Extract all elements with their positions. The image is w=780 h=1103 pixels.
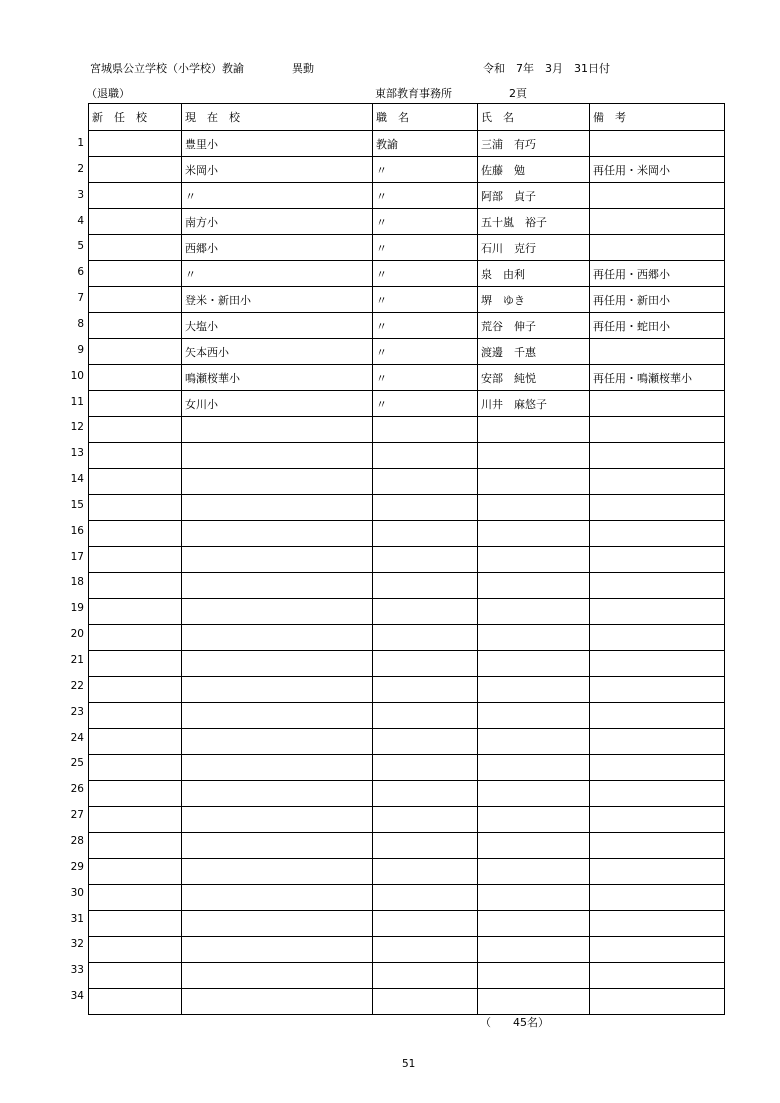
new-school-cell bbox=[89, 937, 182, 963]
current-school-cell bbox=[182, 677, 373, 703]
name-cell bbox=[478, 651, 590, 677]
current-school-cell bbox=[182, 417, 373, 443]
name-cell: 安部 純悦 bbox=[478, 365, 590, 391]
job-title-cell: 〃 bbox=[373, 157, 478, 183]
current-school-cell: 矢本西小 bbox=[182, 339, 373, 365]
job-title-cell bbox=[373, 469, 478, 495]
table-row bbox=[89, 963, 725, 989]
table-row bbox=[89, 703, 725, 729]
remarks-cell bbox=[590, 963, 725, 989]
new-school-cell bbox=[89, 963, 182, 989]
table-row bbox=[89, 131, 725, 157]
remarks-cell bbox=[590, 989, 725, 1015]
table-row bbox=[89, 729, 725, 755]
remarks-cell bbox=[590, 833, 725, 859]
new-school-cell bbox=[89, 495, 182, 521]
name-cell bbox=[478, 755, 590, 781]
job-title-cell: 〃 bbox=[373, 261, 478, 287]
row-number: 31 bbox=[70, 912, 84, 925]
row-number: 11 bbox=[70, 395, 84, 408]
table-row bbox=[89, 859, 725, 885]
job-title-cell bbox=[373, 859, 478, 885]
name-cell bbox=[478, 573, 590, 599]
table-body bbox=[89, 131, 725, 1015]
remarks-cell bbox=[590, 937, 725, 963]
table-row bbox=[89, 807, 725, 833]
name-cell bbox=[478, 547, 590, 573]
remarks-cell bbox=[590, 183, 725, 209]
page-number: 51 bbox=[402, 1058, 416, 1070]
job-title-cell bbox=[373, 703, 478, 729]
table-row bbox=[89, 391, 725, 417]
job-title-cell bbox=[373, 677, 478, 703]
job-title-cell bbox=[373, 911, 478, 937]
table-row bbox=[89, 417, 725, 443]
remarks-cell bbox=[590, 235, 725, 261]
job-title-cell: 〃 bbox=[373, 183, 478, 209]
name-cell bbox=[478, 521, 590, 547]
name-cell: 石川 克行 bbox=[478, 235, 590, 261]
new-school-cell bbox=[89, 469, 182, 495]
table-row bbox=[89, 339, 725, 365]
table-row bbox=[89, 833, 725, 859]
remarks-cell: 再任用・西郷小 bbox=[590, 261, 725, 287]
remarks-cell bbox=[590, 885, 725, 911]
name-cell bbox=[478, 807, 590, 833]
remarks-cell: 再任用・鳴瀬桜華小 bbox=[590, 365, 725, 391]
current-school-cell bbox=[182, 521, 373, 547]
remarks-cell bbox=[590, 859, 725, 885]
job-title-cell bbox=[373, 625, 478, 651]
job-title-cell: 〃 bbox=[373, 313, 478, 339]
row-number: 24 bbox=[70, 731, 84, 744]
remarks-cell bbox=[590, 209, 725, 235]
row-number: 23 bbox=[70, 705, 84, 718]
document-type: 異動 bbox=[292, 62, 314, 75]
job-title-cell: 〃 bbox=[373, 391, 478, 417]
new-school-cell bbox=[89, 885, 182, 911]
job-title-cell bbox=[373, 963, 478, 989]
remarks-cell bbox=[590, 469, 725, 495]
job-title-cell bbox=[373, 495, 478, 521]
new-school-cell bbox=[89, 911, 182, 937]
table-row bbox=[89, 521, 725, 547]
table-header-row bbox=[89, 104, 725, 131]
new-school-cell bbox=[89, 651, 182, 677]
row-number: 22 bbox=[70, 679, 84, 692]
row-number: 16 bbox=[70, 524, 84, 537]
table-row bbox=[89, 469, 725, 495]
row-number: 9 bbox=[77, 343, 84, 356]
new-school-cell bbox=[89, 625, 182, 651]
new-school-cell bbox=[89, 261, 182, 287]
new-school-cell bbox=[89, 755, 182, 781]
job-title-cell: 教諭 bbox=[373, 131, 478, 157]
remarks-cell bbox=[590, 547, 725, 573]
name-cell: 渡邊 千惠 bbox=[478, 339, 590, 365]
table-row bbox=[89, 651, 725, 677]
name-cell bbox=[478, 677, 590, 703]
remarks-cell bbox=[590, 339, 725, 365]
row-number: 10 bbox=[70, 369, 84, 382]
row-number: 21 bbox=[70, 654, 84, 666]
current-school-cell: 南方小 bbox=[182, 209, 373, 235]
current-school-cell bbox=[182, 573, 373, 599]
current-school-cell bbox=[182, 807, 373, 833]
new-school-cell bbox=[89, 365, 182, 391]
new-school-cell bbox=[89, 391, 182, 417]
current-school-cell bbox=[182, 989, 373, 1015]
new-school-cell bbox=[89, 157, 182, 183]
name-cell: 三浦 有巧 bbox=[478, 131, 590, 157]
remarks-cell bbox=[590, 677, 725, 703]
new-school-cell bbox=[89, 131, 182, 157]
table-row bbox=[89, 781, 725, 807]
new-school-cell bbox=[89, 209, 182, 235]
name-cell: 佐藤 勉 bbox=[478, 157, 590, 183]
new-school-cell bbox=[89, 573, 182, 599]
new-school-cell bbox=[89, 729, 182, 755]
row-number: 27 bbox=[70, 809, 84, 822]
name-cell bbox=[478, 729, 590, 755]
current-school-cell bbox=[182, 833, 373, 859]
name-cell bbox=[478, 469, 590, 495]
current-school-cell bbox=[182, 729, 373, 755]
table-row bbox=[89, 495, 725, 521]
remarks-cell bbox=[590, 391, 725, 417]
job-title-cell bbox=[373, 547, 478, 573]
name-cell bbox=[478, 443, 590, 469]
job-title-cell bbox=[373, 989, 478, 1015]
total-count: （ 45名） bbox=[480, 1016, 549, 1029]
job-title-cell: 〃 bbox=[373, 209, 478, 235]
name-cell: 五十嵐 裕子 bbox=[478, 209, 590, 235]
job-title-cell: 〃 bbox=[373, 365, 478, 391]
row-number: 5 bbox=[77, 240, 84, 253]
remarks-cell bbox=[590, 703, 725, 729]
job-title-cell bbox=[373, 599, 478, 625]
job-title-cell bbox=[373, 781, 478, 807]
header-current-school: 現 在 校 bbox=[182, 104, 373, 131]
current-school-cell: 鳴瀬桜華小 bbox=[182, 365, 373, 391]
name-cell bbox=[478, 937, 590, 963]
job-title-cell bbox=[373, 521, 478, 547]
remarks-cell: 再任用・米岡小 bbox=[590, 157, 725, 183]
new-school-cell bbox=[89, 287, 182, 313]
roster-table bbox=[88, 103, 725, 1015]
new-school-cell bbox=[89, 313, 182, 339]
name-cell bbox=[478, 417, 590, 443]
row-number: 4 bbox=[77, 214, 84, 227]
row-number: 7 bbox=[77, 292, 84, 305]
name-cell: 川井 麻悠子 bbox=[478, 391, 590, 417]
current-school-cell bbox=[182, 625, 373, 651]
new-school-cell bbox=[89, 599, 182, 625]
row-number: 15 bbox=[70, 498, 84, 511]
job-title-cell bbox=[373, 417, 478, 443]
current-school-cell: 〃 bbox=[182, 183, 373, 209]
table-row bbox=[89, 443, 725, 469]
remarks-cell: 再任用・蛇田小 bbox=[590, 313, 725, 339]
new-school-cell bbox=[89, 521, 182, 547]
current-school-cell bbox=[182, 911, 373, 937]
remarks-cell bbox=[590, 599, 725, 625]
new-school-cell bbox=[89, 859, 182, 885]
row-number: 29 bbox=[70, 860, 84, 873]
row-number: 20 bbox=[70, 628, 84, 641]
name-cell bbox=[478, 599, 590, 625]
current-school-cell: 豊里小 bbox=[182, 131, 373, 157]
remarks-cell bbox=[590, 807, 725, 833]
new-school-cell bbox=[89, 807, 182, 833]
remarks-cell bbox=[590, 755, 725, 781]
new-school-cell bbox=[89, 703, 182, 729]
row-number: 3 bbox=[77, 188, 84, 201]
current-school-cell bbox=[182, 651, 373, 677]
row-number: 6 bbox=[77, 266, 84, 279]
remarks-cell bbox=[590, 443, 725, 469]
current-school-cell bbox=[182, 885, 373, 911]
table-row bbox=[89, 287, 725, 313]
new-school-cell bbox=[89, 781, 182, 807]
row-number: 8 bbox=[77, 317, 84, 330]
name-cell: 泉 由利 bbox=[478, 261, 590, 287]
current-school-cell: 女川小 bbox=[182, 391, 373, 417]
remarks-cell: 再任用・新田小 bbox=[590, 287, 725, 313]
table-row bbox=[89, 911, 725, 937]
job-title-cell bbox=[373, 807, 478, 833]
name-cell: 堺 ゆき bbox=[478, 287, 590, 313]
document-title: 宮城県公立学校（小学校）教諭 bbox=[90, 62, 244, 75]
current-school-cell bbox=[182, 469, 373, 495]
current-school-cell bbox=[182, 859, 373, 885]
current-school-cell: 米岡小 bbox=[182, 157, 373, 183]
new-school-cell bbox=[89, 677, 182, 703]
name-cell bbox=[478, 989, 590, 1015]
table-row bbox=[89, 547, 725, 573]
row-number: 2 bbox=[77, 162, 84, 175]
table-row bbox=[89, 313, 725, 339]
new-school-cell bbox=[89, 833, 182, 859]
job-title-cell: 〃 bbox=[373, 235, 478, 261]
new-school-cell bbox=[89, 547, 182, 573]
table-row bbox=[89, 937, 725, 963]
remarks-cell bbox=[590, 495, 725, 521]
name-cell bbox=[478, 963, 590, 989]
remarks-cell bbox=[590, 417, 725, 443]
current-school-cell bbox=[182, 963, 373, 989]
category-label: （退職） bbox=[86, 87, 130, 100]
name-cell bbox=[478, 495, 590, 521]
current-school-cell: 〃 bbox=[182, 261, 373, 287]
job-title-cell bbox=[373, 885, 478, 911]
job-title-cell bbox=[373, 573, 478, 599]
row-number: 1 bbox=[77, 137, 84, 149]
row-number: 30 bbox=[70, 886, 84, 899]
row-number: 28 bbox=[70, 834, 84, 847]
current-school-cell bbox=[182, 755, 373, 781]
row-number: 13 bbox=[70, 447, 84, 460]
table-row bbox=[89, 365, 725, 391]
effective-date: 令和 7年 3月 31日付 bbox=[483, 62, 610, 75]
remarks-cell bbox=[590, 521, 725, 547]
job-title-cell bbox=[373, 755, 478, 781]
current-school-cell: 大塩小 bbox=[182, 313, 373, 339]
new-school-cell bbox=[89, 339, 182, 365]
row-number: 32 bbox=[70, 938, 84, 951]
table-row bbox=[89, 755, 725, 781]
job-title-cell bbox=[373, 443, 478, 469]
header-new-school: 新 任 校 bbox=[89, 104, 182, 131]
new-school-cell bbox=[89, 443, 182, 469]
remarks-cell bbox=[590, 651, 725, 677]
remarks-cell bbox=[590, 781, 725, 807]
current-school-cell: 登米・新田小 bbox=[182, 287, 373, 313]
table-row bbox=[89, 209, 725, 235]
row-number: 12 bbox=[70, 421, 84, 434]
remarks-cell bbox=[590, 729, 725, 755]
current-school-cell bbox=[182, 937, 373, 963]
name-cell bbox=[478, 833, 590, 859]
current-school-cell bbox=[182, 443, 373, 469]
job-title-cell bbox=[373, 937, 478, 963]
header-name: 氏 名 bbox=[478, 104, 590, 131]
table-row bbox=[89, 599, 725, 625]
name-cell bbox=[478, 625, 590, 651]
name-cell bbox=[478, 911, 590, 937]
page-label: 2頁 bbox=[509, 87, 527, 100]
row-number: 34 bbox=[70, 990, 84, 1003]
job-title-cell: 〃 bbox=[373, 339, 478, 365]
current-school-cell: 西郷小 bbox=[182, 235, 373, 261]
remarks-cell bbox=[590, 573, 725, 599]
name-cell bbox=[478, 859, 590, 885]
header-job-title: 職 名 bbox=[373, 104, 478, 131]
current-school-cell bbox=[182, 495, 373, 521]
row-number: 17 bbox=[70, 550, 84, 563]
current-school-cell bbox=[182, 599, 373, 625]
name-cell: 阿部 貞子 bbox=[478, 183, 590, 209]
table-row bbox=[89, 157, 725, 183]
name-cell bbox=[478, 885, 590, 911]
job-title-cell bbox=[373, 651, 478, 677]
table-row bbox=[89, 235, 725, 261]
table-row bbox=[89, 183, 725, 209]
current-school-cell bbox=[182, 781, 373, 807]
name-cell bbox=[478, 781, 590, 807]
table-row bbox=[89, 989, 725, 1015]
name-cell bbox=[478, 703, 590, 729]
row-number: 14 bbox=[70, 473, 84, 486]
table-row bbox=[89, 677, 725, 703]
remarks-cell bbox=[590, 911, 725, 937]
current-school-cell bbox=[182, 703, 373, 729]
header-remarks: 備 考 bbox=[590, 104, 725, 131]
row-number: 18 bbox=[70, 576, 84, 589]
table-row bbox=[89, 625, 725, 651]
new-school-cell bbox=[89, 989, 182, 1015]
table-row bbox=[89, 261, 725, 287]
remarks-cell bbox=[590, 625, 725, 651]
current-school-cell bbox=[182, 547, 373, 573]
row-number: 19 bbox=[70, 602, 84, 615]
job-title-cell bbox=[373, 833, 478, 859]
row-number: 33 bbox=[70, 964, 84, 977]
row-number: 25 bbox=[70, 757, 84, 770]
office-name: 東部教育事務所 bbox=[375, 87, 452, 100]
name-cell: 荒谷 伸子 bbox=[478, 313, 590, 339]
table-row bbox=[89, 885, 725, 911]
new-school-cell bbox=[89, 417, 182, 443]
new-school-cell bbox=[89, 235, 182, 261]
row-number: 26 bbox=[70, 783, 84, 796]
remarks-cell bbox=[590, 131, 725, 157]
job-title-cell: 〃 bbox=[373, 287, 478, 313]
table-row bbox=[89, 573, 725, 599]
job-title-cell bbox=[373, 729, 478, 755]
new-school-cell bbox=[89, 183, 182, 209]
